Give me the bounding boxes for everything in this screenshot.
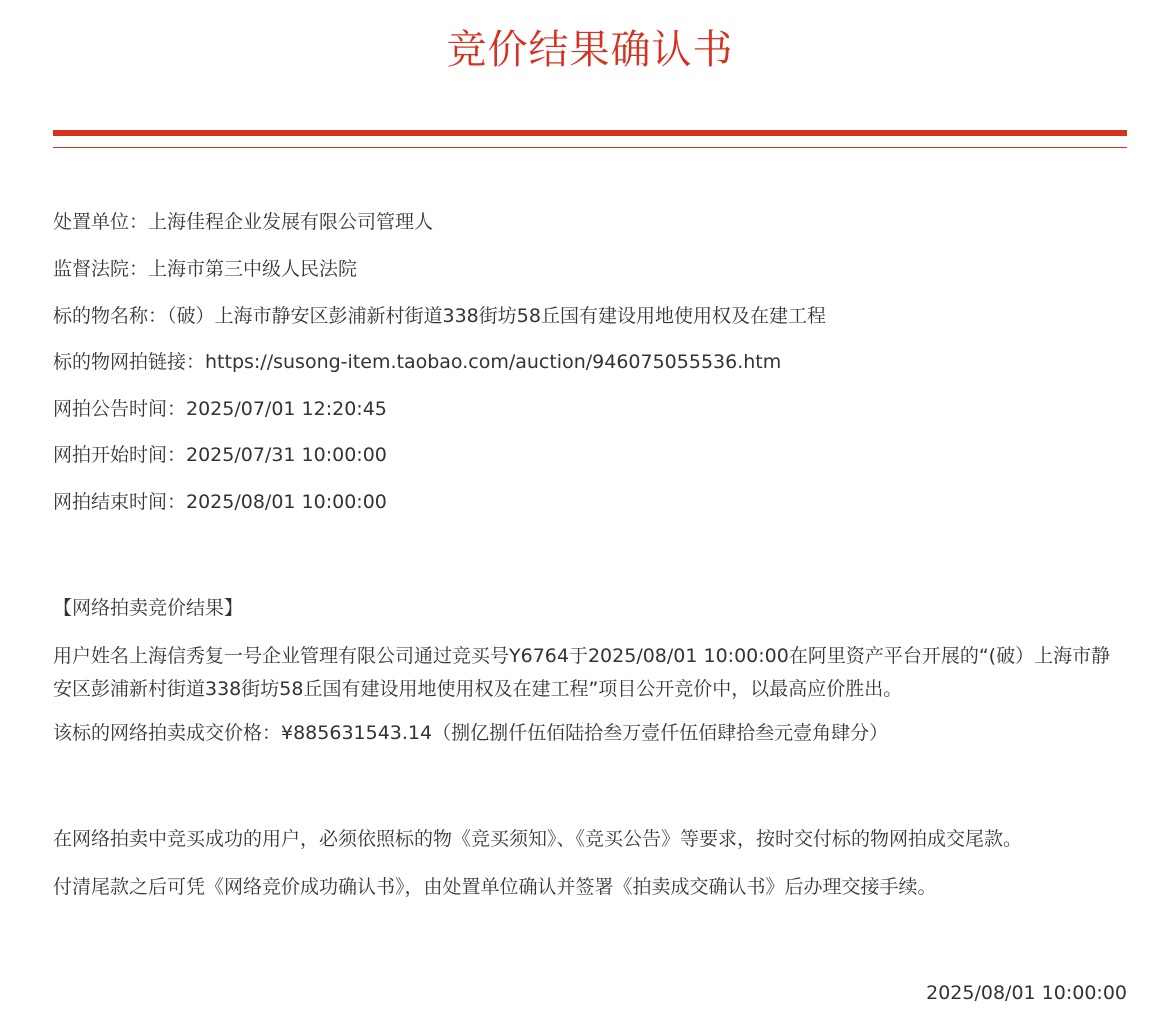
supervising-court: 监督法院：上海市第三中级人民法院 [53,258,358,280]
price-text: 该标的网络拍卖成交价格：¥885631543.14（捌亿捌仟伍佰陆拾叁万壹仟伍佰肆拾叁元壹角肆分） [53,722,889,744]
notice-line-1: 在网络拍卖中竞买成功的用户，必须依照标的物《竞买须知》、《竞买公告》等要求，按时交付标的物网拍成交尾款。 [53,828,1023,850]
item-name: 标的物名称：（破）上海市静安区彭浦新村街道338街坊58丘国有建设用地使用权及在建工程 [53,305,826,327]
winner-text: 用户姓名上海信秀复一号企业管理有限公司通过竞买号Y6764于2025/08/01 10:00:00在阿里资产平台开展的“(破）上海市静安区彭浦新村街道338街坊58丘国有建设用地使用权及在建工程”项目公开竞价中，以最高应价胜出。 [53,645,1111,700]
start-time: 网拍开始时间：2025/07/31 10:00:00 [53,444,387,466]
end-time: 网拍结束时间：2025/08/01 10:00:00 [53,491,387,513]
item-link[interactable]: 标的物网拍链接：https://susong-item.taobao.com/auction/946075055536.htm [53,351,782,373]
notice-line-2: 付清尾款之后可凭《网络竞价成功确认书》，由处置单位确认并签署《拍卖成交确认书》后办理交接手续。 [53,876,937,898]
result-heading: 【网络拍卖竞价结果】 [53,597,244,619]
disposal-unit: 处置单位：上海佳程企业发展有限公司管理人 [53,211,434,233]
document-title: 竞价结果确认书 [446,27,734,73]
document-date: 2025/08/01 10:00:00 [926,982,1127,1004]
title-divider-thin [53,147,1127,148]
title-divider-thick [53,130,1127,136]
announce-time: 网拍公告时间：2025/07/01 12:20:45 [53,398,387,420]
